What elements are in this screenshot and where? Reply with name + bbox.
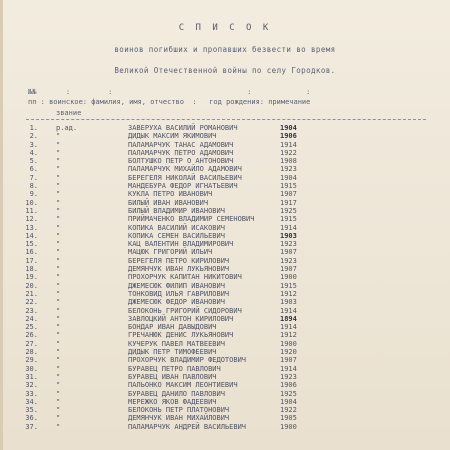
row-name: ДЕМЯНЧУК ИВАН ЛУКЬЯНОВИЧ [128,265,230,274]
row-name: ПРОХОРЧУК КАПИТАН НИКИТОВИЧ [128,273,242,282]
row-birth-year: 1908 [280,157,297,166]
row-birth-year: 1920 [280,348,297,357]
table-row [0,149,450,157]
row-name: КАЦ ВАЛЕНТИН ВЛАДИМИРОВИЧ [128,240,234,249]
table-row [0,273,450,281]
table-row [0,132,450,140]
row-rank: " [56,389,61,398]
row-name: ДЕМЯНЧУК ИВАН МИХАЙЛОВИЧ [128,414,230,423]
row-rank: " [56,173,61,182]
row-name: БИЛЫЙ ВЛАДИМИР ИВАНОВИЧ [128,206,225,215]
row-rank: " [56,372,61,381]
table-row [0,414,450,422]
row-name: МЕРЕЖКО ЯКОВ ФАДЕЕВИЧ [128,397,217,406]
table-row [0,224,450,232]
row-name: ТОНКОВИД ИЛЬЯ ГАВРИЛОВИЧ [128,289,230,298]
row-number: 3. [29,140,38,149]
row-number: 19. [25,273,38,282]
row-number: 14. [25,231,38,240]
row-name: МАНДЕБУРА ФЕДОР ИГНАТЬЕВИЧ [128,182,238,191]
row-birth-year: 1923 [280,165,297,174]
row-rank: " [56,215,61,224]
row-rank: " [56,231,61,240]
row-number: 28. [25,348,38,357]
row-birth-year: 1903 [280,298,297,307]
row-name: БЕРЕГЕЛЯ НИКОЛАЙ ВАСИЛЬЕВИЧ [128,173,242,182]
row-name: БУРАВЕЦ ПЕТРО ПАВЛОВИЧ [128,364,221,373]
row-rank: " [56,223,61,232]
row-number: 21. [25,289,38,298]
row-birth-year: 1923 [280,240,297,249]
table-row [0,390,450,398]
row-number: 15. [25,240,38,249]
row-number: 10. [25,198,38,207]
row-number: 9. [29,190,38,199]
row-rank: " [56,422,61,431]
row-number: 7. [29,173,38,182]
row-birth-year: 1907 [280,248,297,257]
row-rank: " [56,198,61,207]
row-birth-year: 1905 [280,414,297,423]
row-birth-year: 1907 [280,356,297,365]
row-birth-year: 1904 [280,124,297,132]
row-rank: " [56,281,61,290]
row-number: 5. [29,157,38,166]
row-name: КОПИКА ВАСИЛИЙ ИСАКОВИЧ [128,223,225,232]
row-birth-year: 1923 [280,256,297,265]
table-row [0,165,450,173]
table-row [0,381,450,389]
row-name: КУКЛА ПЕТРО ИВАНОВИЧ [128,190,213,199]
row-birth-year: 1894 [280,314,297,323]
row-rank: " [56,190,61,199]
row-birth-year: 1900 [280,422,297,431]
row-birth-year: 1923 [280,372,297,381]
row-rank: " [56,323,61,332]
table-row [0,257,450,265]
row-rank: " [56,331,61,340]
table-row [0,348,450,356]
row-number: 12. [25,215,38,224]
row-name: ПАЛАМАРЧУК АНДРЕЙ ВАСИЛЬЕВИЧ [128,422,247,431]
row-birth-year: 1925 [280,206,297,215]
row-number: 2. [29,132,38,141]
row-birth-year: 1915 [280,182,297,191]
row-name: БОЛТУШКО ПЕТР О АНТОНОВИЧ [128,157,234,166]
row-number: 25. [25,323,38,332]
row-number: 22. [25,298,38,307]
row-birth-year: 1917 [280,198,297,207]
row-name: БУРАВЕЦ ДАНИЛО ПАВЛОВИЧ [128,389,225,398]
row-birth-year: 1907 [280,265,297,274]
row-number: 16. [25,248,38,257]
row-number: 26. [25,331,38,340]
row-birth-year: 1914 [280,223,297,232]
row-number: 17. [25,256,38,265]
row-name: ДИДЫК ПЕТР ТИМОФЕЕВИЧ [128,348,217,357]
row-number: 8. [29,182,38,191]
row-birth-year: 1912 [280,289,297,298]
table-row [0,373,450,381]
row-number: 20. [25,281,38,290]
row-number: 11. [25,206,38,215]
row-name: БОНДАР ИВАН ДАВЫДОВИЧ [128,323,217,332]
row-birth-year: 1904 [280,173,297,182]
soldier-list [0,124,450,431]
table-row [0,423,450,431]
row-rank: " [56,140,61,149]
row-birth-year: 1922 [280,406,297,415]
table-row [0,124,450,132]
table-row [0,265,450,273]
row-rank: " [56,240,61,249]
row-birth-year: 1915 [280,215,297,224]
row-rank: " [56,206,61,215]
row-birth-year: 1900 [280,339,297,348]
table-header-columns: пп : воинское: фамилия, имя, отчество : год рождения: примечание [28,98,311,106]
row-number: 35. [25,406,38,415]
row-birth-year: 1912 [280,331,297,340]
row-birth-year: 1903 [280,231,297,240]
row-number: 23. [25,306,38,315]
row-rank: " [56,289,61,298]
row-rank: " [56,314,61,323]
row-rank: " [56,132,61,141]
row-rank: " [56,248,61,257]
row-number: 4. [29,148,38,157]
row-number: 33. [25,389,38,398]
table-row [0,365,450,373]
row-rank: " [56,265,61,274]
table-row [0,298,450,306]
row-rank: " [56,381,61,390]
row-birth-year: 1904 [280,397,297,406]
row-name: ГРЕЧАНЮК ДЕНИС ЛУКЬЯНОВИЧ [128,331,234,340]
row-number: 18. [25,265,38,274]
row-rank: " [56,306,61,315]
table-row [0,331,450,339]
row-rank: " [56,148,61,157]
row-birth-year: 1907 [280,190,297,199]
table-row [0,174,450,182]
row-birth-year: 1915 [280,281,297,290]
row-name: ПРОХОРЧУК ВЛАДИМИР ФЕДОТОВИЧ [128,356,247,365]
row-name: ПРИЙМАЧЕНКО ВЛАДИМИР СЕМЕНОВИЧ [128,215,255,224]
table-header-rank-sub: звание [56,109,82,117]
row-birth-year: 1914 [280,364,297,373]
row-number: 29. [25,356,38,365]
row-rank: " [56,406,61,415]
document-title: С П И С О К [178,23,272,33]
table-row [0,232,450,240]
row-rank: " [56,339,61,348]
document-subtitle-line-2: Великой Отечественной войны по селу Городков. [114,66,336,75]
row-rank: " [56,273,61,282]
row-number: 30. [25,364,38,373]
table-row [0,240,450,248]
row-name: ДЖЕМЕСЮК ФИЛИП ИВАНОВИЧ [128,281,225,290]
row-birth-year: 1925 [280,389,297,398]
table-row [0,182,450,190]
row-number: 27. [25,339,38,348]
row-name: МАЦЮК ГРИГОРИЙ ИЛЬИЧ [128,248,213,257]
row-name: ЗАВЛОЦКИЙ АНТОН КИРИЛОВИЧ [128,314,234,323]
row-name: ПАЛАМАРЧУК ТАНАС АДАМОВИЧ [128,140,234,149]
row-number: 1. [29,124,38,132]
row-birth-year: 1914 [280,306,297,315]
row-number: 31. [25,372,38,381]
table-row [0,290,450,298]
row-rank: " [56,397,61,406]
row-birth-year: 1906 [280,132,297,141]
row-birth-year: 1914 [280,140,297,149]
table-row [0,315,450,323]
row-rank: " [56,182,61,191]
row-name: ПАЛАМАРЧУК ПЕТРО АДАМОВИЧ [128,148,234,157]
row-birth-year: 1906 [280,381,297,390]
table-row [0,398,450,406]
table-row [0,323,450,331]
row-name: КУЧЕРУК ПАВЕЛ МАТВЕЕВИЧ [128,339,225,348]
row-name: ЗАВЕРУХА ВАСИЛИЙ РОМАНОВИЧ [128,124,238,132]
row-name: БЕЛОКОНЬ ГРИГОРИЙ СИДОРОВИЧ [128,306,242,315]
table-row [0,356,450,364]
row-number: 6. [29,165,38,174]
row-number: 36. [25,414,38,423]
row-name: БУРАВЕЦ ИВАН ПАВЛОВИЧ [128,372,217,381]
row-rank: " [56,165,61,174]
table-header-number-mark: №№ : : : : [28,88,311,96]
table-row [0,190,450,198]
row-name: ПАЛЬОНКО МАКСИМ ЛЕОНТИЕВИЧ [128,381,238,390]
header-divider [26,119,426,120]
row-birth-year: 1922 [280,148,297,157]
row-number: 37. [25,422,38,431]
row-number: 13. [25,223,38,232]
row-name: БИЛЫЙ ИВАН ИВАНОВИЧ [128,198,209,207]
row-name: ДЖЕМЕСЮК ФЕДОР ИВАНОВИЧ [128,298,225,307]
row-birth-year: 1914 [280,323,297,332]
row-number: 32. [25,381,38,390]
row-rank: " [56,256,61,265]
table-row [0,307,450,315]
table-row [0,215,450,223]
row-rank: " [56,364,61,373]
document-subtitle-line-1: воинов погибших и пропавших безвести во время [114,45,336,54]
row-name: ПАЛАМАРЧУК МИХАЙЛО АДАМОВИЧ [128,165,242,174]
row-rank: р.ад. [56,124,78,132]
table-row [0,248,450,256]
table-row [0,282,450,290]
row-rank: " [56,348,61,357]
row-name: БЕЛОКОНЬ ПЕТР ПЛАТОНОВИЧ [128,406,230,415]
row-number: 24. [25,314,38,323]
row-birth-year: 1900 [280,273,297,282]
row-rank: " [56,356,61,365]
row-rank: " [56,157,61,166]
row-number: 34. [25,397,38,406]
row-name: ДИДЫК МАКСИМ ЯКИМОВИЧ [128,132,217,141]
table-row [0,199,450,207]
row-name: БЕРЕГЕЛЯ ПЕТРО КИРИЛОВИЧ [128,256,230,265]
table-row [0,141,450,149]
row-rank: " [56,414,61,423]
row-rank: " [56,298,61,307]
table-row [0,340,450,348]
row-name: КОПИКА СЕМЕН ВАСИЛЬЕВИЧ [128,231,225,240]
